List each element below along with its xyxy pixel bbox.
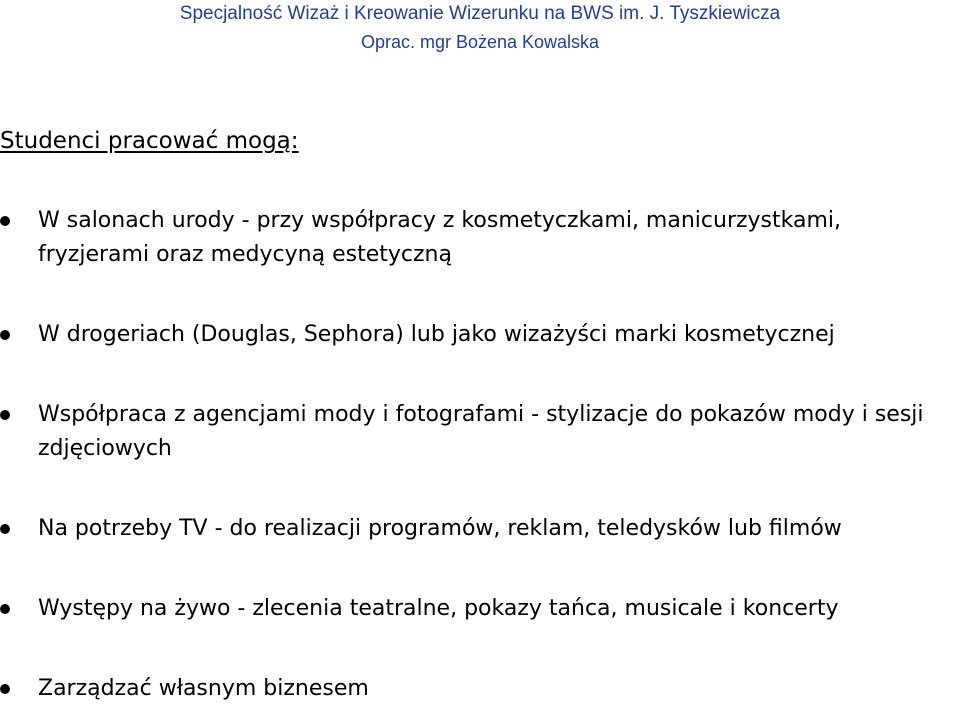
list-item-text: Na potrzeby TV - do realizacji programów, reklam, teledysków lub filmów (38, 516, 842, 541)
list-item-text: W drogeriach (Douglas, Sephora) lub jako wizażyści marki kosmetycznej (38, 322, 835, 347)
header-title: Specjalność Wizaż i Kreowanie Wizerunku na BWS im. J. Tyszkiewicza (179, 3, 781, 24)
list-item-text: Zarządzać własnym biznesem (38, 676, 369, 701)
list-item-text: Współpraca z agencjami mody i fotografami - stylizacje do pokazów mody i sesji zdjęciowych (38, 402, 924, 461)
list-item-text: Występy na żywo - zlecenia teatralne, pokazy tańca, musicale i koncerty (38, 596, 839, 621)
bullet-icon (0, 216, 10, 226)
bullet-icon (0, 604, 10, 614)
bullet-icon (0, 684, 10, 694)
slide-heading: Studenci pracować mogą: (0, 128, 299, 154)
list-item-text: W salonach urody - przy współpracy z kosmetyczkami, manicurzystkami, fryzjerami oraz medycyną estetyczną (38, 208, 842, 267)
bullet-icon (0, 524, 10, 534)
header-author: Oprac. mgr Bożena Kowalska (360, 32, 600, 52)
bullet-icon (0, 410, 10, 420)
bullet-icon (0, 330, 10, 340)
